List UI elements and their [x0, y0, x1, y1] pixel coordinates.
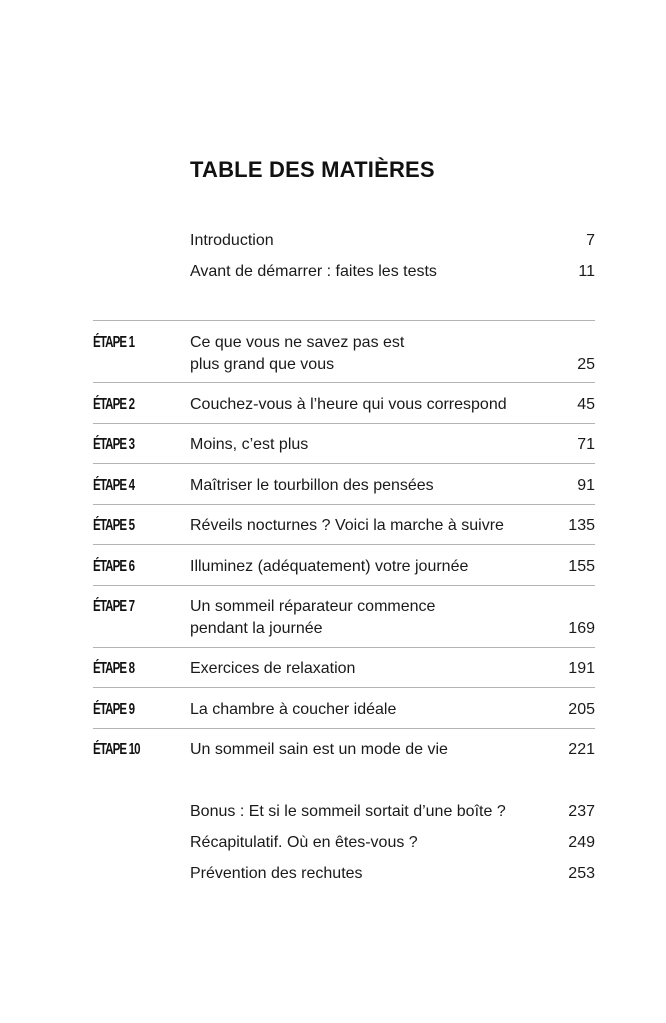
divider: [93, 382, 595, 383]
step-title: Maîtriser le tourbillon des pensées: [190, 477, 434, 494]
divider: [93, 687, 595, 688]
step-tag: ÉTAPE 1: [93, 334, 135, 351]
toc-step-5[interactable]: [93, 515, 595, 537]
step-page: 155: [568, 558, 595, 575]
step-title-line: plus grand que vous: [190, 356, 335, 373]
divider: [93, 504, 595, 505]
toc-entry-label: Introduction: [190, 232, 274, 249]
page-title: TABLE DES MATIÈRES: [190, 157, 435, 182]
step-page: 25: [577, 356, 595, 373]
divider: [93, 320, 595, 321]
toc-step-2[interactable]: [93, 394, 595, 416]
toc-step-6[interactable]: [93, 556, 595, 578]
step-title: Un sommeil sain est un mode de vie: [190, 741, 448, 758]
step-page: 205: [568, 701, 595, 718]
step-tag: ÉTAPE 7: [93, 598, 135, 615]
toc-step-10[interactable]: [93, 739, 595, 761]
step-page: 191: [568, 660, 595, 677]
step-title-line: Ce que vous ne savez pas est: [190, 334, 405, 351]
step-title: Exercices de relaxation: [190, 660, 356, 677]
step-title: [190, 596, 530, 640]
step-tag: ÉTAPE 3: [93, 436, 135, 453]
step-title: Réveils nocturnes ? Voici la marche à suivre: [190, 517, 504, 534]
toc-step-8[interactable]: [93, 658, 595, 680]
toc-entry-page: 249: [568, 834, 595, 851]
toc-entry-label: Bonus : Et si le sommeil sortait d’une boîte ?: [190, 803, 506, 820]
step-page: 71: [577, 436, 595, 453]
divider: [93, 647, 595, 648]
step-tag: ÉTAPE 8: [93, 660, 135, 677]
toc-entry-page: 253: [568, 865, 595, 882]
step-title: [190, 332, 530, 376]
step-title: Illuminez (adéquatement) votre journée: [190, 558, 469, 575]
divider: [93, 728, 595, 729]
step-page: 169: [568, 620, 595, 637]
divider: [93, 585, 595, 586]
step-title: Couchez-vous à l’heure qui vous correspond: [190, 396, 507, 413]
step-title-line: pendant la journée: [190, 620, 323, 637]
toc-entry-label: Récapitulatif. Où en êtes-vous ?: [190, 834, 418, 851]
step-tag: ÉTAPE 6: [93, 558, 135, 575]
step-tag: ÉTAPE 5: [93, 517, 135, 534]
step-tag: ÉTAPE 9: [93, 701, 135, 718]
step-page: 91: [577, 477, 595, 494]
divider: [93, 544, 595, 545]
toc-entry-label: Prévention des rechutes: [190, 865, 363, 882]
toc-step-9[interactable]: [93, 699, 595, 721]
step-page: 45: [577, 396, 595, 413]
step-title-line: Un sommeil réparateur commence: [190, 598, 436, 615]
toc-entry-page: 7: [586, 232, 595, 249]
toc-entry-page: 11: [578, 263, 595, 280]
step-page: 135: [568, 517, 595, 534]
divider: [93, 463, 595, 464]
step-tag: ÉTAPE 2: [93, 396, 135, 413]
toc-step-1[interactable]: [93, 332, 595, 376]
toc-step-7[interactable]: [93, 596, 595, 640]
step-tag: ÉTAPE 10: [93, 741, 140, 758]
step-title: La chambre à coucher idéale: [190, 701, 397, 718]
step-title: Moins, c’est plus: [190, 436, 309, 453]
toc-step-3[interactable]: [93, 434, 595, 456]
step-tag: ÉTAPE 4: [93, 477, 135, 494]
toc-entry-label: Avant de démarrer : faites les tests: [190, 263, 437, 280]
step-page: 221: [568, 741, 595, 758]
divider: [93, 423, 595, 424]
toc-entry-page: 237: [568, 803, 595, 820]
toc-step-4[interactable]: [93, 475, 595, 497]
